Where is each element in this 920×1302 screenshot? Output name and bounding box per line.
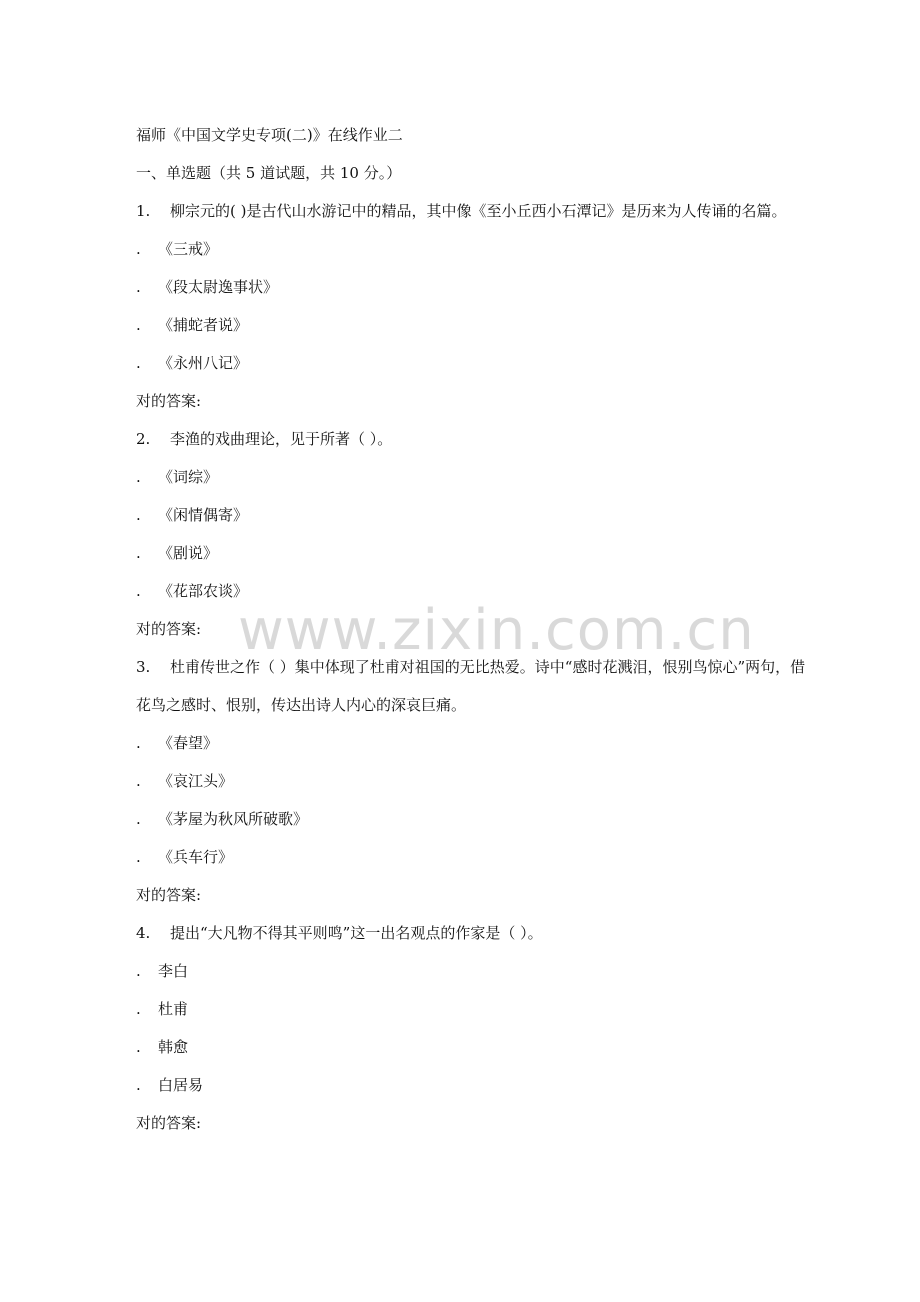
answer-label: 对的答案:: [136, 392, 202, 410]
answer-label: 对的答案:: [136, 886, 202, 904]
answer-label: 对的答案:: [136, 1114, 202, 1132]
option-text: 《永州八记》: [158, 354, 249, 372]
option-text: 《花部农谈》: [158, 582, 249, 600]
option-text: 白居易: [158, 1076, 204, 1094]
option-text: 《兵车行》: [158, 848, 234, 866]
option-marker: .: [136, 240, 141, 258]
option-marker: .: [136, 848, 141, 866]
option-text: 《哀江头》: [158, 772, 234, 790]
question-text: 提出“大凡物不得其平则鸣”这一出名观点的作家是（ ）。: [170, 924, 543, 942]
option-item[interactable]: [136, 268, 816, 306]
option-marker: .: [136, 1000, 141, 1018]
option-marker: .: [136, 278, 141, 296]
question-number: 2.: [136, 430, 151, 448]
question-list: [136, 192, 816, 1142]
option-marker: .: [136, 962, 141, 980]
option-marker: .: [136, 544, 141, 562]
question-1: [136, 192, 816, 230]
answer-label: 对的答案:: [136, 620, 202, 638]
option-marker: .: [136, 1076, 141, 1094]
option-item[interactable]: [136, 952, 816, 990]
question-number: 1.: [136, 202, 151, 220]
option-text: 《段太尉逸事状》: [158, 278, 279, 296]
option-marker: .: [136, 316, 141, 334]
option-item[interactable]: [136, 1028, 816, 1066]
document-body: [136, 116, 816, 1142]
question-text: 柳宗元的( )是古代山水游记中的精品，其中像《至小丘西小石潭记》是历来为人传诵的名篇。: [170, 202, 787, 220]
question-number: 3.: [136, 658, 151, 676]
option-text: 《闲情偶寄》: [158, 506, 249, 524]
option-item[interactable]: [136, 762, 816, 800]
option-marker: .: [136, 468, 141, 486]
option-item[interactable]: [136, 572, 816, 610]
option-item[interactable]: [136, 534, 816, 572]
document-title: 福师《中国文学史专项(二)》在线作业二: [136, 126, 403, 144]
option-item[interactable]: [136, 306, 816, 344]
option-text: 《三戒》: [158, 240, 219, 258]
option-item[interactable]: [136, 496, 816, 534]
option-marker: .: [136, 354, 141, 372]
option-item[interactable]: [136, 230, 816, 268]
option-item[interactable]: [136, 990, 816, 1028]
question-number: 4.: [136, 924, 151, 942]
option-text: 韩愈: [158, 1038, 189, 1056]
question-text: 李渔的戏曲理论，见于所著（ ）。: [170, 430, 393, 448]
option-text: 《捕蛇者说》: [158, 316, 249, 334]
option-item[interactable]: [136, 1066, 816, 1104]
question-4: [136, 914, 816, 952]
option-marker: .: [136, 772, 141, 790]
option-text: 《词综》: [158, 468, 219, 486]
option-marker: .: [136, 810, 141, 828]
option-text: 《剧说》: [158, 544, 219, 562]
option-item[interactable]: [136, 344, 816, 382]
option-item[interactable]: [136, 458, 816, 496]
section-heading: 一、单选题（共 5 道试题，共 10 分。）: [136, 164, 402, 182]
option-item[interactable]: [136, 800, 816, 838]
option-marker: .: [136, 1038, 141, 1056]
watermark: www.zixin.com.cn: [238, 598, 755, 663]
option-text: 《茅屋为秋风所破歌》: [158, 810, 309, 828]
option-item[interactable]: [136, 838, 816, 876]
option-marker: .: [136, 506, 141, 524]
option-marker: .: [136, 582, 141, 600]
option-text: 李白: [158, 962, 189, 980]
question-3: [136, 648, 816, 724]
question-text: 杜甫传世之作（ ）集中体现了杜甫对祖国的无比热爱。诗中“感时花溅泪，恨别鸟惊心”两句，借花鸟之感时、恨别，传达出诗人内心的深哀巨痛。: [136, 658, 806, 714]
option-text: 《春望》: [158, 734, 219, 752]
option-text: 杜甫: [158, 1000, 189, 1018]
option-item[interactable]: [136, 724, 816, 762]
question-2: [136, 420, 816, 458]
option-marker: .: [136, 734, 141, 752]
